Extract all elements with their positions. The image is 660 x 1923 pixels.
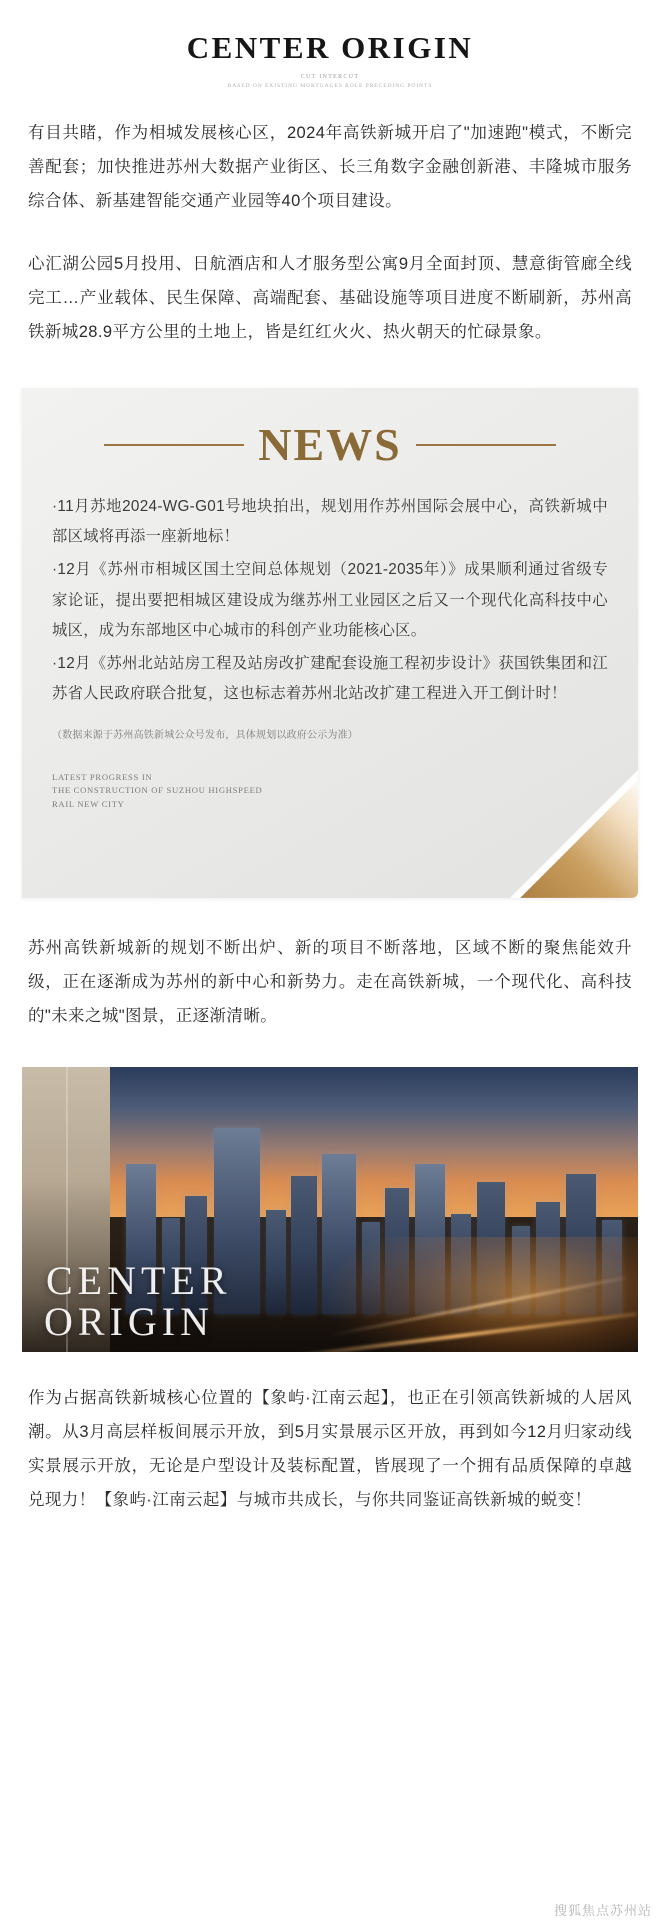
news-item-list — [52, 492, 608, 710]
paragraph-3: 苏州高铁新城新的规划不断出炉、新的项目不断落地，区域不断的聚焦能效升级，正在逐渐成为苏州的新中心和新势力。走在高铁新城，一个现代化、高科技的"未来之城"图景，正逐渐清晰。 — [28, 938, 632, 1025]
brand-subtitle-1: CUT INTERCUT — [300, 74, 360, 80]
hero-caption — [44, 1257, 232, 1344]
paragraph-4: 作为占据高铁新城核心位置的【象屿·江南云起】，也正在引领高铁新城的人居风潮。从3月高层样板间展示开放，到5月实景展示区开放，再到如今12月归家动线实景展示开放，无论是户型设计及装标配置，皆展现了一个拥有品质保障的卓越兑现力！【象屿·江南云起】与城市共成长，与你共同鉴证高铁新城的蜕变！ — [28, 1389, 632, 1509]
skyline-tower — [291, 1176, 317, 1314]
brand-title: CENTER ORIGIN — [186, 30, 474, 65]
brand-header — [0, 0, 660, 95]
paragraph-2: 心汇湖公园5月投用、日航酒店和人才服务型公寓9月全面封顶、慧意街管廊全线完工…产业载体、民生保障、高端配套、基础设施等项目进度不断刷新，苏州高铁新城28.9平方公里的土地上，皆是红红火火、热火朝天的忙碌景象。 — [28, 255, 632, 342]
hero-caption-line-1: CENTER — [46, 1257, 232, 1303]
news-card — [22, 388, 638, 898]
brand-subtitle-2: BASED ON EXISTING MORTGAGES ROLE PRECEDING POINTS — [227, 83, 433, 89]
news-list-item: ·12月《苏州北站站房工程及站房改扩建配套设施工程初步设计》获国铁集团和江苏省人民政府联合批复，这也标志着苏州北站改扩建工程进入开工倒计时！ — [52, 654, 608, 703]
news-source-note: （数据来源于苏州高铁新城公众号发布，具体规划以政府公示为准） — [52, 730, 358, 742]
news-footer-caption — [52, 771, 608, 811]
hero-road-glow — [328, 1237, 638, 1352]
news-rule-left — [104, 444, 244, 446]
news-list-item: ·11月苏地2024-WG-G01号地块拍出，规划用作苏州国际会展中心，高铁新城中部区域将再添一座新地标！ — [52, 497, 608, 546]
news-title: NEWS — [258, 418, 402, 470]
hero-caption-line-2: ORIGIN — [44, 1298, 214, 1344]
site-watermark: 搜狐焦点苏州站 — [553, 1903, 652, 1918]
news-card-header — [52, 418, 608, 470]
news-footer-line-3: RAIL NEW CITY — [52, 798, 125, 809]
news-footer-line-1: LATEST PROGRESS IN — [52, 772, 153, 783]
skyline-tower — [266, 1210, 286, 1314]
hero-cityscape-image — [22, 1067, 638, 1352]
news-footer-line-2: THE CONSTRUCTION OF SUZHOU HIGHSPEED — [52, 785, 263, 796]
news-card-wrapper — [22, 388, 638, 898]
paragraph-1: 有目共睹，作为相城发展核心区，2024年高铁新城开启了"加速跑"模式，不断完善配套；加快推进苏州大数据产业街区、长三角数字金融创新港、丰隆城市服务综合体、新基建智能交通产业园等40个项目建设。 — [28, 124, 632, 210]
news-list-item: ·12月《苏州市相城区国土空间总体规划（2021-2035年）》成果顺利通过省级专家论证，提出要把相城区建设成为继苏州工业园区之后又一个现代化高科技中心城区，成为东部地区中心城市的科创产业功能核心区。 — [52, 561, 608, 640]
news-rule-right — [416, 444, 556, 446]
